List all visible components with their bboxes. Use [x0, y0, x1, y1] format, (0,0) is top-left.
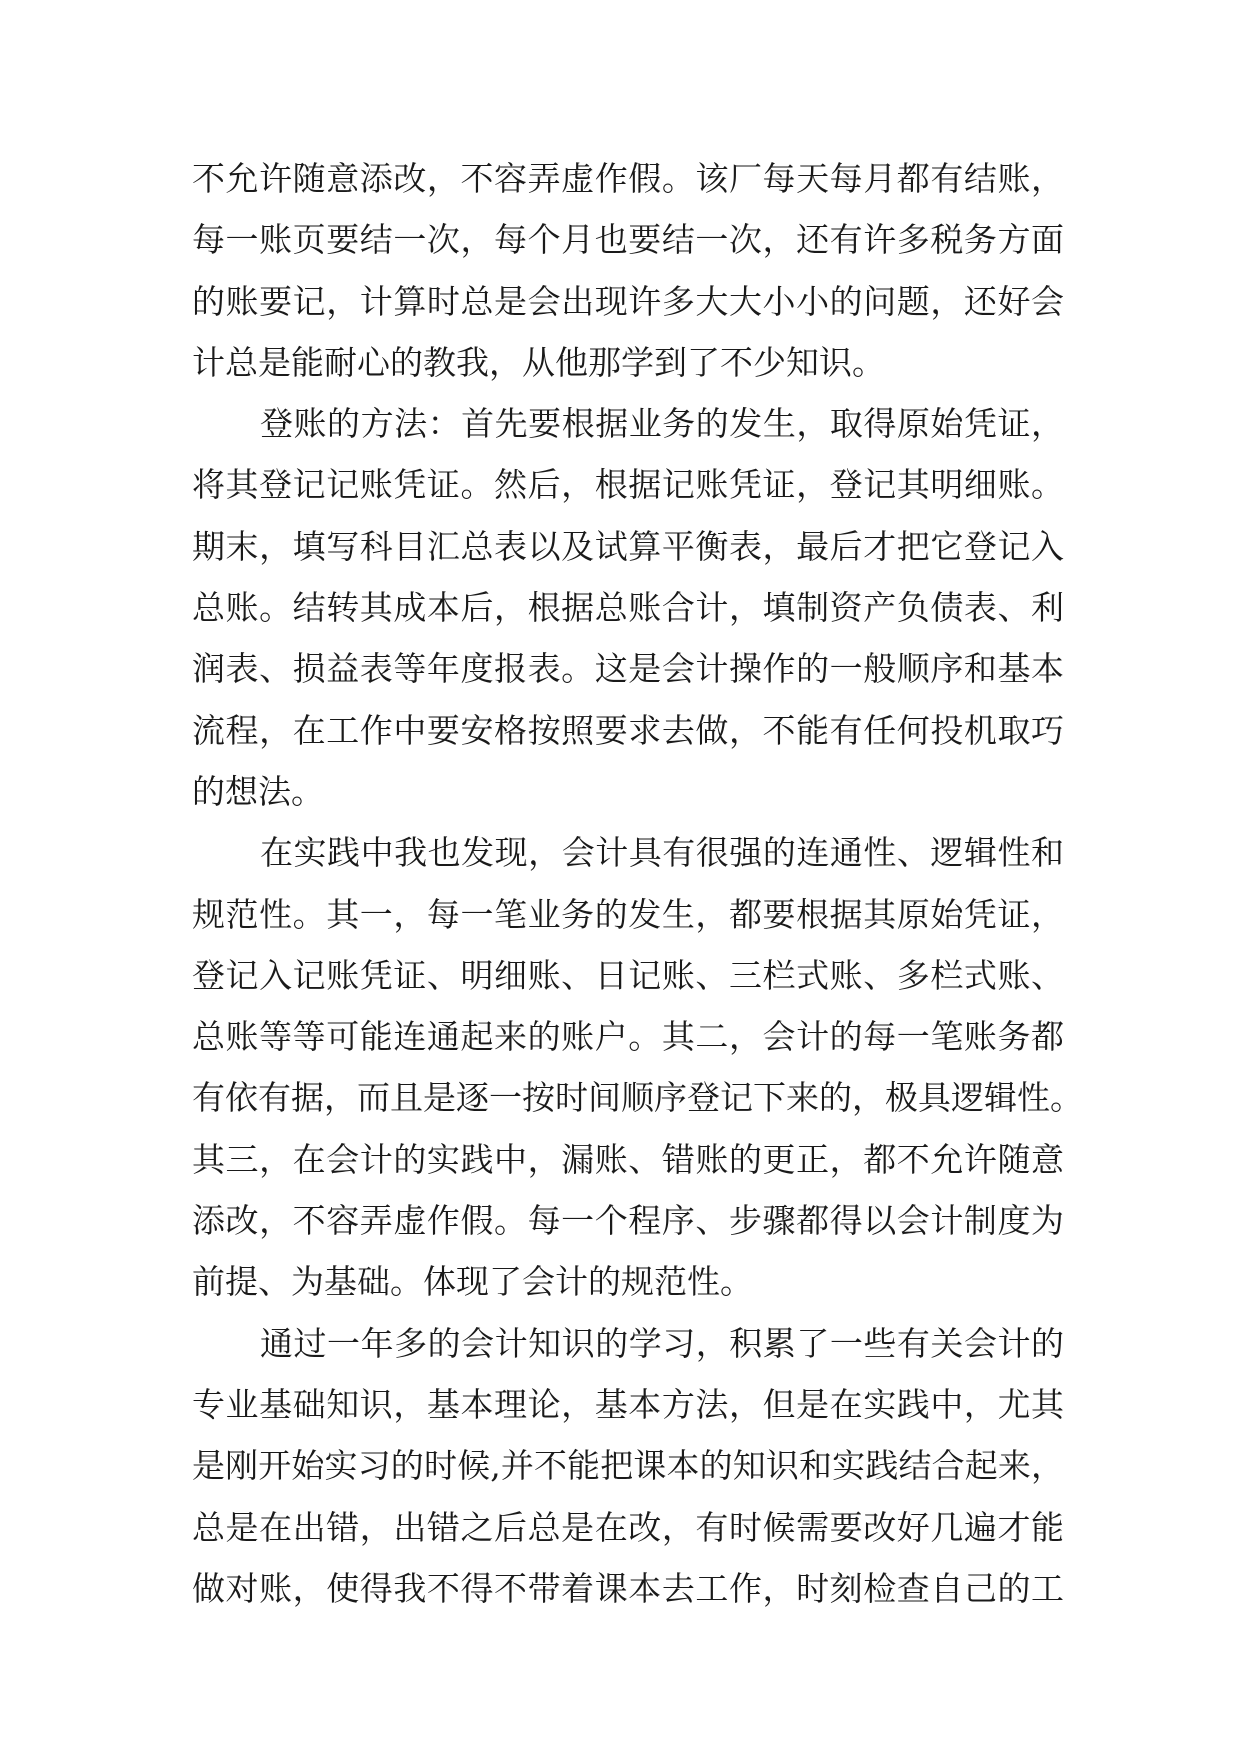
- text-line: 规范性。其一，每一笔业务的发生，都要根据其原始凭证，: [192, 894, 1064, 934]
- text-line: 润表、损益表等年度报表。这是会计操作的一般顺序和基本: [192, 649, 1064, 689]
- text-line: 是刚开始实习的时候,并不能把课本的知识和实践结合起来，: [192, 1446, 1064, 1486]
- text-line: 其三，在会计的实践中，漏账、错账的更正，都不允许随意: [192, 1139, 1064, 1179]
- text-line: 期末，填写科目汇总表以及试算平衡表，最后才把它登记入: [192, 526, 1064, 566]
- text-line: 的想法。: [192, 771, 324, 811]
- text-line: 有依有据，而且是逐一按时间顺序登记下来的，极具逻辑性。: [192, 1078, 1083, 1118]
- text-line: 登账的方法：首先要根据业务的发生，取得原始凭证，: [260, 404, 1064, 444]
- text-line: 通过一年多的会计知识的学习，积累了一些有关会计的: [260, 1323, 1064, 1363]
- text-line: 的账要记，计算时总是会出现许多大大小小的问题，还好会: [192, 281, 1064, 321]
- text-line: 专业基础知识，基本理论，基本方法，但是在实践中，尤其: [192, 1384, 1064, 1424]
- text-line: 不允许随意添改，不容弄虚作假。该厂每天每月都有结账，: [192, 159, 1064, 198]
- text-line: 总账等等可能连通起来的账户。其二，会计的每一笔账务都: [192, 1017, 1064, 1057]
- text-line: 登记入记账凭证、明细账、日记账、三栏式账、多栏式账、: [192, 955, 1064, 995]
- text-line: 计总是能耐心的教我，从他那学到了不少知识。: [192, 342, 885, 382]
- text-line: 流程，在工作中要安格按照要求去做，不能有任何投机取巧: [192, 710, 1064, 750]
- text-line: 总账。结转其成本后，根据总账合计，填制资产负债表、利: [192, 588, 1064, 628]
- text-line: 将其登记记账凭证。然后，根据记账凭证，登记其明细账。: [192, 465, 1064, 505]
- body-text: [192, 148, 1083, 1619]
- text-line: 前提、为基础。体现了会计的规范性。: [192, 1262, 753, 1302]
- text-line: 在实践中我也发现，会计具有很强的连通性、逻辑性和: [260, 833, 1064, 873]
- text-line: 添改，不容弄虚作假。每一个程序、步骤都得以会计制度为: [192, 1201, 1064, 1241]
- text-line: 总是在出错，出错之后总是在改，有时候需要改好几遍才能: [192, 1507, 1064, 1547]
- text-line: 每一账页要结一次，每个月也要结一次，还有许多税务方面: [192, 220, 1064, 260]
- text-line: 做对账，使得我不得不带着课本去工作，时刻检查自己的工: [192, 1568, 1064, 1608]
